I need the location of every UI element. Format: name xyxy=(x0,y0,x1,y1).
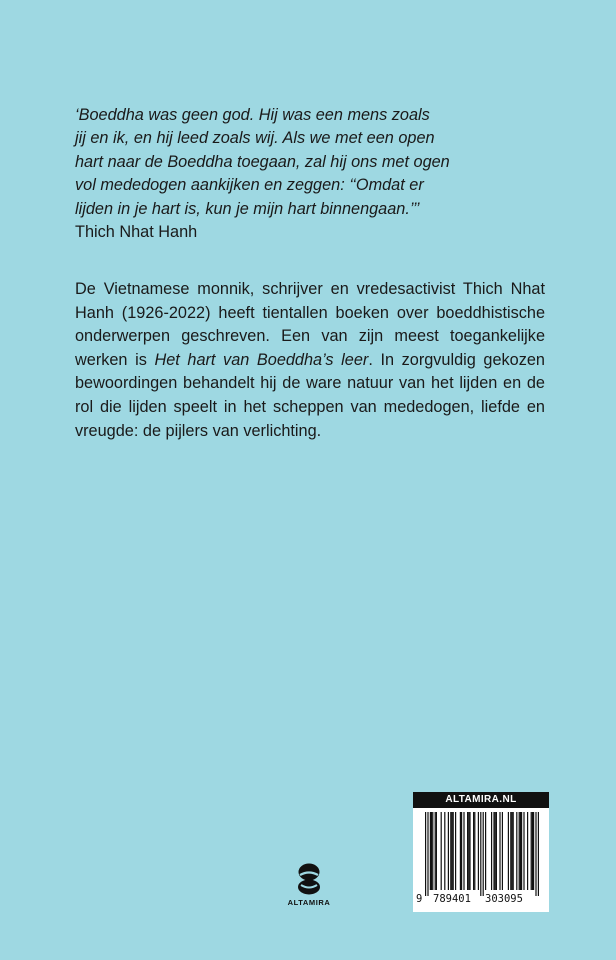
barcode-bar xyxy=(432,812,433,890)
barcode-bar xyxy=(473,812,474,890)
barcode-bar xyxy=(511,812,512,890)
quote-line-3: hart naar de Boeddha toegaan, zal hij ons met ogen xyxy=(75,152,450,171)
barcode-bar xyxy=(535,812,536,896)
barcode-bar xyxy=(436,812,437,890)
isbn-digits xyxy=(413,892,549,908)
barcode-bar xyxy=(453,812,454,890)
barcode-bar xyxy=(495,812,496,890)
barcode-bar xyxy=(483,812,484,896)
barcode-bar xyxy=(469,812,470,890)
description-text-2: . In zorgvuldig gekozen bewoordingen behandelt hij de ware natuur van het lijden en de rol die lijden speelt in het scheppen van mededogen, liefde en vreugde: de pijlers van verlichting. xyxy=(75,350,545,440)
isbn-barcode xyxy=(413,792,549,912)
barcode-bar xyxy=(448,812,449,890)
barcode-bar xyxy=(480,812,481,896)
barcode-bar xyxy=(430,812,431,890)
barcode-bar xyxy=(496,812,497,890)
barcode-bar xyxy=(493,812,494,890)
book-title: Het hart van Boeddha’s leer xyxy=(154,350,369,369)
barcode-bar xyxy=(499,812,500,890)
barcode-bar xyxy=(467,812,468,890)
back-cover-quote xyxy=(75,104,545,244)
barcode-bar xyxy=(516,812,517,890)
barcode-bar xyxy=(531,812,532,890)
barcode-bar xyxy=(460,812,461,890)
barcode-bar xyxy=(485,812,486,890)
barcode-bars xyxy=(413,808,549,896)
barcode-bar xyxy=(451,812,452,890)
publisher-name: ALTAMIRA xyxy=(287,898,331,907)
barcode-bar xyxy=(474,812,475,890)
isbn-right-group: 303095 xyxy=(485,893,523,905)
barcode-bar xyxy=(538,812,539,896)
barcode-bar xyxy=(468,812,469,890)
barcode-bar xyxy=(425,812,426,896)
quote-line-2: jij en ik, en hij leed zoals wij. Als we met een open xyxy=(75,129,435,148)
barcode-bar xyxy=(510,812,511,890)
barcode-bar xyxy=(444,812,445,890)
barcode-bar xyxy=(427,812,428,896)
quote-line-5: lijden in je hart is, kun je mijn hart binnengaan.’’’ xyxy=(75,199,420,218)
quote-author: Thich Nhat Hanh xyxy=(75,223,198,242)
barcode-bar xyxy=(455,812,456,890)
barcode-bar xyxy=(532,812,533,890)
quote-line-1: ‘Boeddha was geen god. Hij was een mens zoals xyxy=(75,106,430,124)
isbn-left-group: 789401 xyxy=(433,893,471,905)
barcode-bar xyxy=(523,812,524,890)
barcode-bar xyxy=(441,812,442,890)
barcode-bar xyxy=(521,812,522,890)
publisher-logo xyxy=(286,862,332,907)
barcode-bar xyxy=(491,812,492,890)
barcode-bar xyxy=(478,812,479,890)
quote-line-4: vol mededogen aankijken en zeggen: ‘‘Omdat er xyxy=(75,176,424,195)
barcode-bar xyxy=(513,812,514,890)
barcode-bar xyxy=(435,812,436,890)
barcode-bar xyxy=(461,812,462,890)
barcode-bar xyxy=(450,812,451,890)
description-text-1: De Vietnamese monnik, schrijver en vredesactivist Thich Nhat Hanh (1926-2022) heeft tientallen boeken over boeddhistische onderwerpen geschreven. Een van zijn meest toegankelijke werken is xyxy=(75,280,545,369)
book-description xyxy=(75,278,545,443)
barcode-bar xyxy=(431,812,432,890)
barcode-bar xyxy=(508,812,509,890)
barcode-bar xyxy=(502,812,503,890)
altamira-logo-icon xyxy=(296,862,322,896)
barcode-bar xyxy=(463,812,464,890)
barcode-bar xyxy=(527,812,528,890)
barcode-bar xyxy=(520,812,521,890)
publisher-website: ALTAMIRA.NL xyxy=(413,792,549,808)
barcode-bar xyxy=(519,812,520,890)
barcode-bar xyxy=(533,812,534,890)
isbn-first-digit: 9 xyxy=(416,893,423,905)
